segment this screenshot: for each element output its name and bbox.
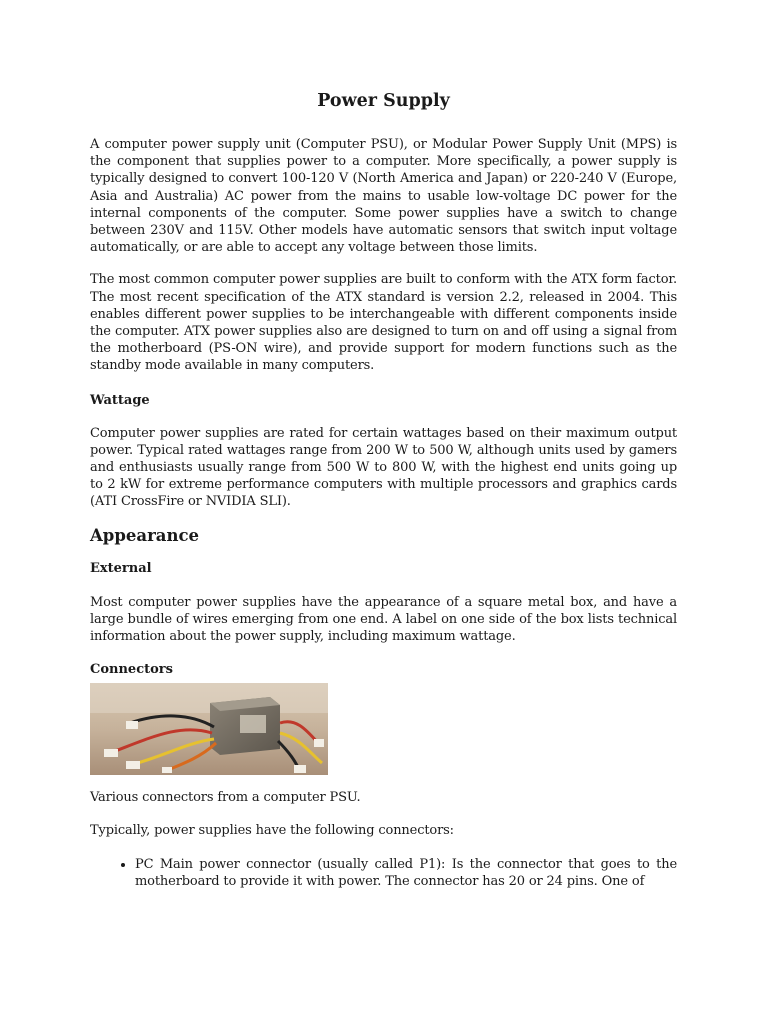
connectors-list — [90, 856, 677, 890]
connectors-heading: Connectors — [90, 662, 173, 678]
photo-caption: Various connectors from a computer PSU. — [90, 790, 361, 806]
intro-paragraph-2: The most common computer power supplies are built to conform with the ATX form factor. The most recent specification of the ATX standard is version 2.2, released in 2004. This enables different power supplies to be interchangeable with different components inside the computer. ATX power supplies also are designed to turn on and off using a signal from the motherboard (PS-ON wire), and provide support for modern functions such as the standby mode available in many computers. — [90, 272, 677, 374]
psu-photo-illustration — [90, 683, 328, 775]
page-title: Power Supply — [317, 91, 450, 111]
psu-connectors-photo — [90, 683, 328, 775]
list-item: • PC Main power connector (usually called P1): Is the connector that goes to the motherboard to provide it with power. The connector has 20 or 24 pins. One of — [135, 856, 677, 890]
wattage-paragraph: Computer power supplies are rated for certain wattages based on their maximum output power. Typical rated wattages range from 200 W to 500 W, although units used by gamers and enthusiasts usually range from 500 W to 800 W, with the highest end units going up to 2 kW for extreme performance computers with multiple processors and graphics cards (ATI CrossFire or NVIDIA SLI). — [90, 425, 677, 510]
connectors-intro: Typically, power supplies have the following connectors: — [90, 823, 454, 839]
intro-paragraph-1: A computer power supply unit (Computer PSU), or Modular Power Supply Unit (MPS) is the component that supplies power to a computer. More specifically, a power supply is typically designed to convert 100-120 V (North America and Japan) or 220-240 V (Europe, Asia and Australia) AC power from the mains to usable low-voltage DC power for the internal components of the computer. Some power supplies have a switch to change between 230V and 115V. Other models have automatic sensors that switch input voltage automatically, or are able to accept any voltage between those limits. — [90, 137, 677, 256]
external-heading: External — [90, 560, 152, 576]
external-paragraph: Most computer power supplies have the appearance of a square metal box, and have a large bundle of wires emerging from one end. A label on one side of the box lists technical information about the power supply, including maximum wattage. — [90, 594, 677, 645]
document-body — [90, 86, 677, 890]
wattage-heading: Wattage — [90, 392, 150, 408]
appearance-heading: Appearance — [90, 525, 199, 545]
